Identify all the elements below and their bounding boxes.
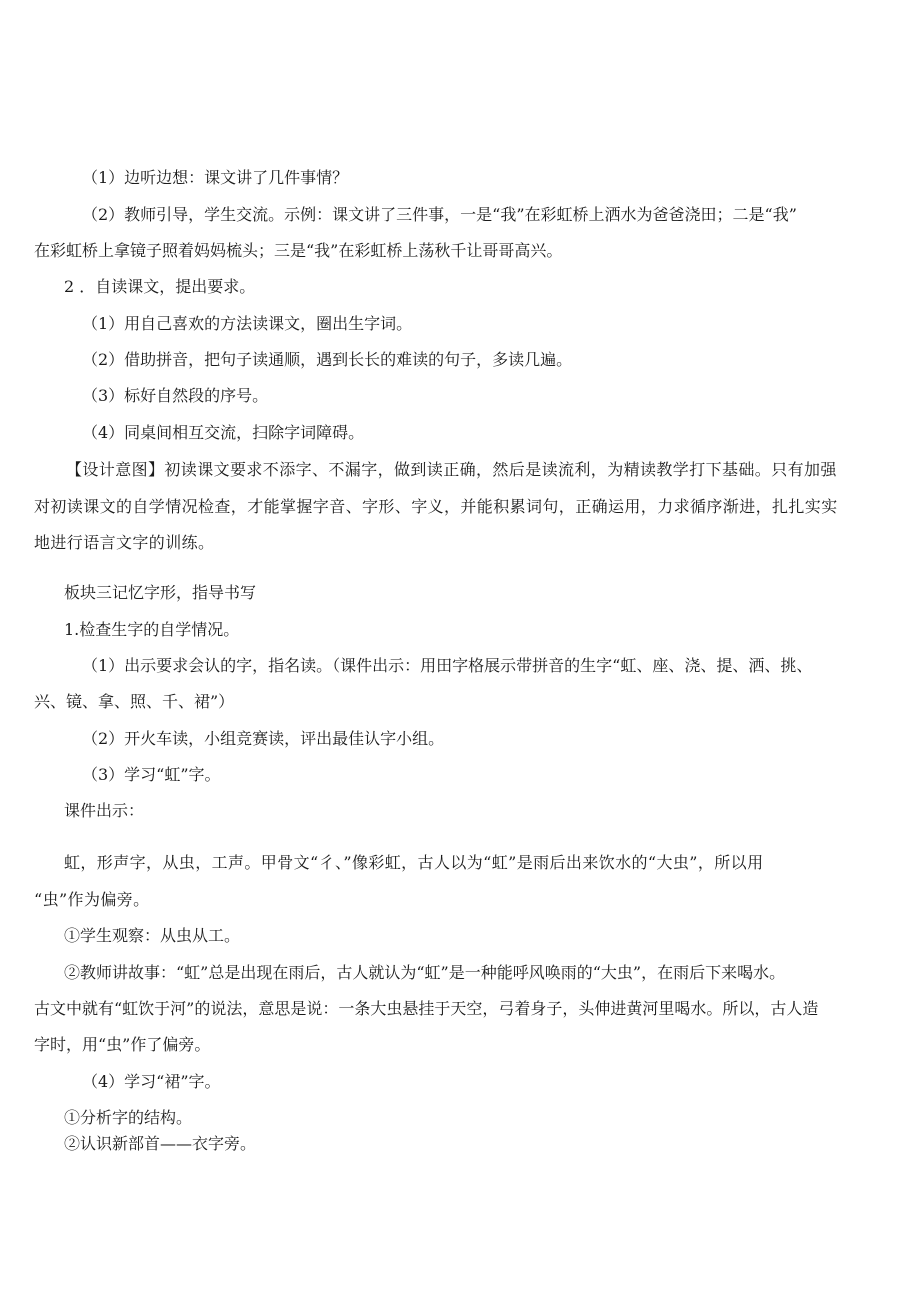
text-line: ②认识新部首——衣字旁。 — [64, 1134, 257, 1153]
text-line: （1）用自己喜欢的方法读课文，圈出生字词。 — [82, 314, 413, 333]
text-line: （2）开火车读，小组竞赛读，评出最佳认字小组。 — [82, 729, 445, 748]
design-intent-line: 地进行语言文字的训练。 — [34, 533, 215, 552]
text-line: 1.检查生字的自学情况。 — [64, 620, 240, 639]
courseware-line: 虹，形声字，从虫，工声。甲骨文“彳、”像彩虹，古人以为“虹”是雨后出来饮水的“大虫”，所以用 — [64, 853, 764, 872]
text-line: 兴、镜、拿、照、千、裙”） — [34, 692, 235, 711]
text-line: 在彩虹桥上拿镜子照着妈妈梳头；三是“我”在彩虹桥上荡秋千让哥哥高兴。 — [34, 241, 563, 260]
text-line: ①学生观察：从虫从工。 — [64, 926, 241, 945]
text-line: （1）边听边想：课文讲了几件事情？ — [82, 168, 349, 187]
text-line: 字时，用“虫”作了偏旁。 — [34, 1035, 211, 1054]
design-intent-line: 【设计意图】初读课文要求不添字、不漏字，做到读正确，然后是读流利，为精读教学打下基础。只有加强 — [66, 460, 837, 479]
text-line: （1）出示要求会认的字，指名读。（课件出示：用田字格展示带拼音的生字“虹、座、浇、提、洒、挑、 — [82, 656, 813, 675]
section-heading: 板块三记忆字形，指导书写 — [64, 583, 257, 602]
text-line: （2）教师引导，学生交流。示例：课文讲了三件事，一是“我”在彩虹桥上洒水为爸爸浇田；二是“我” — [82, 205, 797, 224]
text-line: ②教师讲故事：“虹”总是出现在雨后，古人就认为“虹”是一种能呼风唤雨的“大虫”，在雨后下来喝水。 — [64, 963, 786, 982]
text-line: （3）学习“虹”字。 — [82, 765, 221, 784]
courseware-line: “虫”作为偏旁。 — [34, 890, 150, 909]
text-line: （4）同桌间相互交流，扫除字词障碍。 — [82, 423, 365, 442]
text-line: 2 ．自读课文，提出要求。 — [64, 277, 256, 296]
text-line: 古文中就有“虹饮于河”的说法，意思是说：一条大虫悬挂于天空，弓着身子，头伸进黄河里喝水。所以，古人造 — [34, 999, 819, 1018]
text-line: 课件出示： — [64, 801, 145, 820]
text-line: （2）借助拼音，把句子读通顺，遇到长长的难读的句子，多读几遍。 — [82, 350, 573, 369]
text-line: （4）学习“裙”字。 — [82, 1072, 221, 1091]
design-intent-line: 对初读课文的自学情况检查，才能掌握字音、字形、字义，并能积累词句，正确运用，力求循序渐进，扎扎实实 — [34, 497, 838, 516]
text-line: （3）标好自然段的序号。 — [82, 386, 269, 405]
text-line: ①分析字的结构。 — [64, 1108, 193, 1127]
